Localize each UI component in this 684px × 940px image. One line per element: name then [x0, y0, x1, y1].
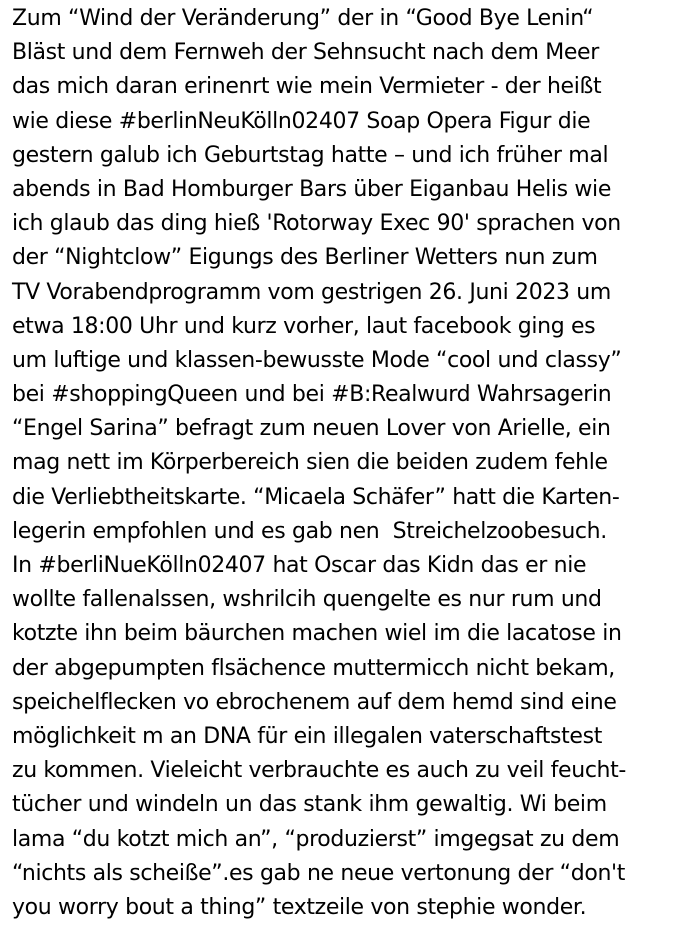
text-line: ich glaub das ding hieß 'Rotorway Exec 90' sprachen von [12, 211, 621, 237]
text-line: mag nett im Körperbereich sien die beiden zudem fehle [12, 450, 608, 476]
text-line: gestern galub ich Geburtstag hatte – und ich früher mal [12, 142, 609, 168]
text-line: zu kommen. Vieleicht verbrauchte es auch zu veil feucht- [12, 758, 627, 784]
text-line: TV Vorabendprogramm vom gestrigen 26. Juni 2023 um [12, 279, 611, 305]
text-line: abends in Bad Homburger Bars über Eiganbau Helis wie [12, 176, 612, 202]
text-line: speichelflecken vo ebrochenem auf dem hemd sind eine [12, 689, 617, 715]
body-text [12, 2, 680, 925]
text-line: möglichkeit m an DNA für ein illegalen vaterschaftstest [12, 723, 602, 749]
text-line: tücher und windeln un das stank ihm gewaltig. Wi beim [12, 792, 607, 818]
text-line: der “Nightclow” Eigungs des Berliner Wetters nun zum [12, 245, 598, 271]
text-line: “nichts als scheiße”.es gab ne neue vertonung der “don't [12, 860, 626, 886]
text-line: legerin empfohlen und es gab nen Streichelzoobesuch. [12, 518, 607, 544]
text-line: das mich daran erinenrt wie mein Vermieter - der heißt [12, 74, 602, 100]
text-line: Zum “Wind der Veränderung” der in “Good Bye Lenin“ [12, 6, 594, 31]
text-line: wie diese #berlinNeuKölln02407 Soap Opera Figur die [12, 108, 591, 134]
text-line: “Engel Sarina” befragt zum neuen Lover von Arielle, ein [12, 416, 611, 442]
text-line: um luftige und klassen-bewusste Mode “cool und classy” [12, 347, 622, 373]
text-line: wollte fallenalssen, wshrilcih quengelte es nur rum und [12, 587, 602, 613]
text-line: In #berliNueKölln02407 hat Oscar das Kidn das er nie [12, 553, 587, 578]
text-line: der abgepumpten flsächence muttermicch nicht bekam, [12, 655, 615, 681]
text-line: you worry bout a thing” textzeile von stephie wonder. [12, 894, 587, 920]
text-line: bei #shoppingQueen und bei #B:Realwurd Wahrsagerin [12, 382, 612, 408]
text-line: etwa 18:00 Uhr und kurz vorher, laut facebook ging es [12, 313, 596, 339]
text-line: lama “du kotzt mich an”, “produzierst” imgegsat zu dem [12, 826, 620, 852]
text-line: kotzte ihn beim bäurchen machen wiel im die lacatose in [12, 621, 622, 647]
text-line: die Verliebtheitskarte. “Micaela Schäfer” hatt die Karten- [12, 484, 620, 510]
text-line: Bläst und dem Fernweh der Sehnsucht nach dem Meer [12, 40, 599, 66]
